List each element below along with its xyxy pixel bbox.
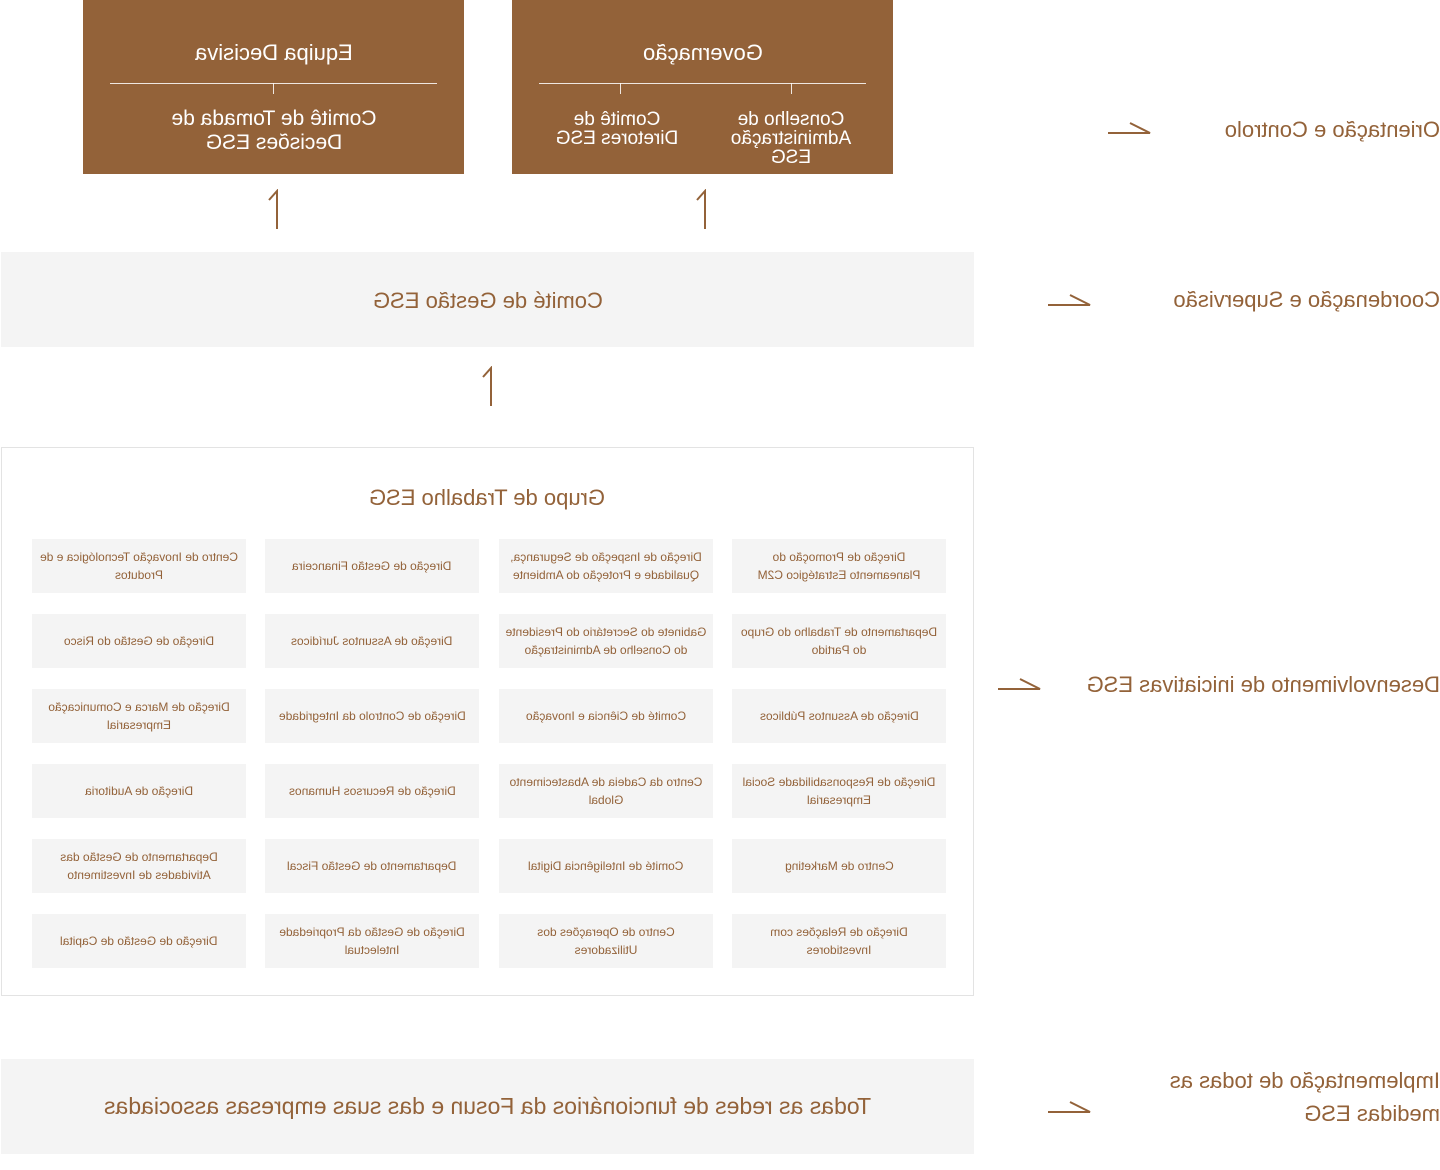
governance-box — [512, 0, 893, 174]
department-cell — [265, 914, 479, 968]
department-cell — [32, 614, 246, 668]
department-label: Direção de Recursos Humanos — [288, 784, 456, 798]
department-label: Gabinete do Secretário do Presidente do Conselho de Administração — [505, 625, 707, 657]
department-cell — [265, 764, 479, 818]
department-cell — [732, 689, 946, 743]
department-label: Direção de Relações com Investidores — [770, 925, 908, 957]
department-label: Direção de Gestão da Propriedade Intelectual — [279, 925, 465, 957]
directors-committee-label: Comitê de Diretores ESG — [555, 109, 679, 149]
department-label: Centro da Cadeia de Abastecimento Global — [509, 775, 703, 807]
side-label-coordination: Coordenação e Supervisão — [1173, 287, 1440, 312]
department-label: Direção de Promoção do Planeamento Estratégico C2M — [757, 550, 921, 582]
department-label: Comité de Ciência e Inovação — [525, 709, 687, 723]
pointer-arrow-icon — [1107, 122, 1151, 134]
decision-team-box — [83, 0, 464, 174]
department-cell — [32, 839, 246, 893]
management-committee-panel — [1, 252, 974, 347]
department-cell — [732, 839, 946, 893]
department-label: Direção de Responsabilidade Social Empresarial — [742, 775, 936, 807]
department-label: Direção de Controlo da Integridade — [278, 709, 466, 723]
department-cell — [32, 539, 246, 593]
department-label: Direção de Assuntos Jurídicos — [291, 634, 453, 648]
department-cell — [499, 614, 713, 668]
governance-tick-left — [620, 83, 621, 94]
decision-team-title: Equipa Decisiva — [194, 40, 353, 65]
department-cell — [732, 914, 946, 968]
department-label: Centro de Inovação Tecnológica e de Produtos — [40, 550, 238, 582]
pointer-arrow-icon — [1047, 1101, 1091, 1113]
department-label: Direção de Gestão Financeira — [292, 559, 452, 573]
working-group-title: Grupo de Trabalho ESG — [369, 485, 606, 510]
side-label-guidance: Orientação e Controlo — [1224, 117, 1440, 142]
arrow-up-icon — [265, 189, 285, 231]
employees-title: Todas as redes de funcionários da Fosun e das suas empresas associadas — [103, 1093, 872, 1119]
department-cell — [32, 764, 246, 818]
department-cell — [499, 689, 713, 743]
department-cell — [499, 764, 713, 818]
department-label: Departamento de Trabalho do Grupo do Partido — [740, 625, 938, 657]
department-label: Direção de Assuntos Públicos — [759, 709, 919, 723]
department-cell — [732, 764, 946, 818]
department-cell — [732, 614, 946, 668]
department-cell — [265, 614, 479, 668]
working-group-panel — [1, 447, 974, 996]
department-label: Centro de Marketing — [784, 859, 894, 873]
department-cell — [32, 914, 246, 968]
governance-title: Governação — [642, 40, 763, 65]
pointer-arrow-icon — [997, 678, 1041, 690]
department-cell — [732, 539, 946, 593]
side-label-development: Desenvolvimento de iniciativas ESG — [1086, 672, 1440, 697]
department-cell — [499, 914, 713, 968]
decision-team-tick — [273, 83, 274, 94]
department-label: Departamento de Gestão das Atividades de Investimento — [60, 850, 218, 882]
department-cell — [499, 839, 713, 893]
department-label: Direção de Auditoria — [84, 784, 194, 798]
department-label: Comité de Inteligência Digital — [528, 859, 684, 873]
department-cell — [32, 689, 246, 743]
department-label: Direção de Marca e Comunicação Empresarial — [48, 700, 230, 732]
department-cell — [265, 539, 479, 593]
department-cell — [265, 839, 479, 893]
department-cell — [499, 539, 713, 593]
side-label-implementation: Implementação de todas as medidas ESG — [1169, 1068, 1440, 1126]
decision-committee-label: Comitê de Tomada de Decisões ESG — [171, 107, 377, 154]
governance-divider — [539, 83, 866, 84]
department-label: Departamento de Gestão Fiscal — [287, 859, 457, 873]
arrow-up-icon — [693, 189, 713, 231]
department-label: Centro de Operações dos Utilizadores — [537, 925, 675, 957]
department-label: Direção de Gestão de Capital — [60, 934, 218, 948]
pointer-arrow-icon — [1047, 294, 1091, 306]
board-esg-label: Conselho de Administração ESG — [730, 109, 852, 168]
employees-panel — [1, 1059, 974, 1154]
arrow-up-icon — [479, 366, 499, 408]
department-label: Direção de Inspeção de Segurança, Qualidade e Proteção do Ambiente — [510, 550, 702, 582]
department-label: Direção de Gestão do Risco — [63, 634, 215, 648]
department-cell — [265, 689, 479, 743]
management-committee-title: Comité de Gestão ESG — [372, 288, 603, 313]
governance-tick-right — [791, 83, 792, 94]
